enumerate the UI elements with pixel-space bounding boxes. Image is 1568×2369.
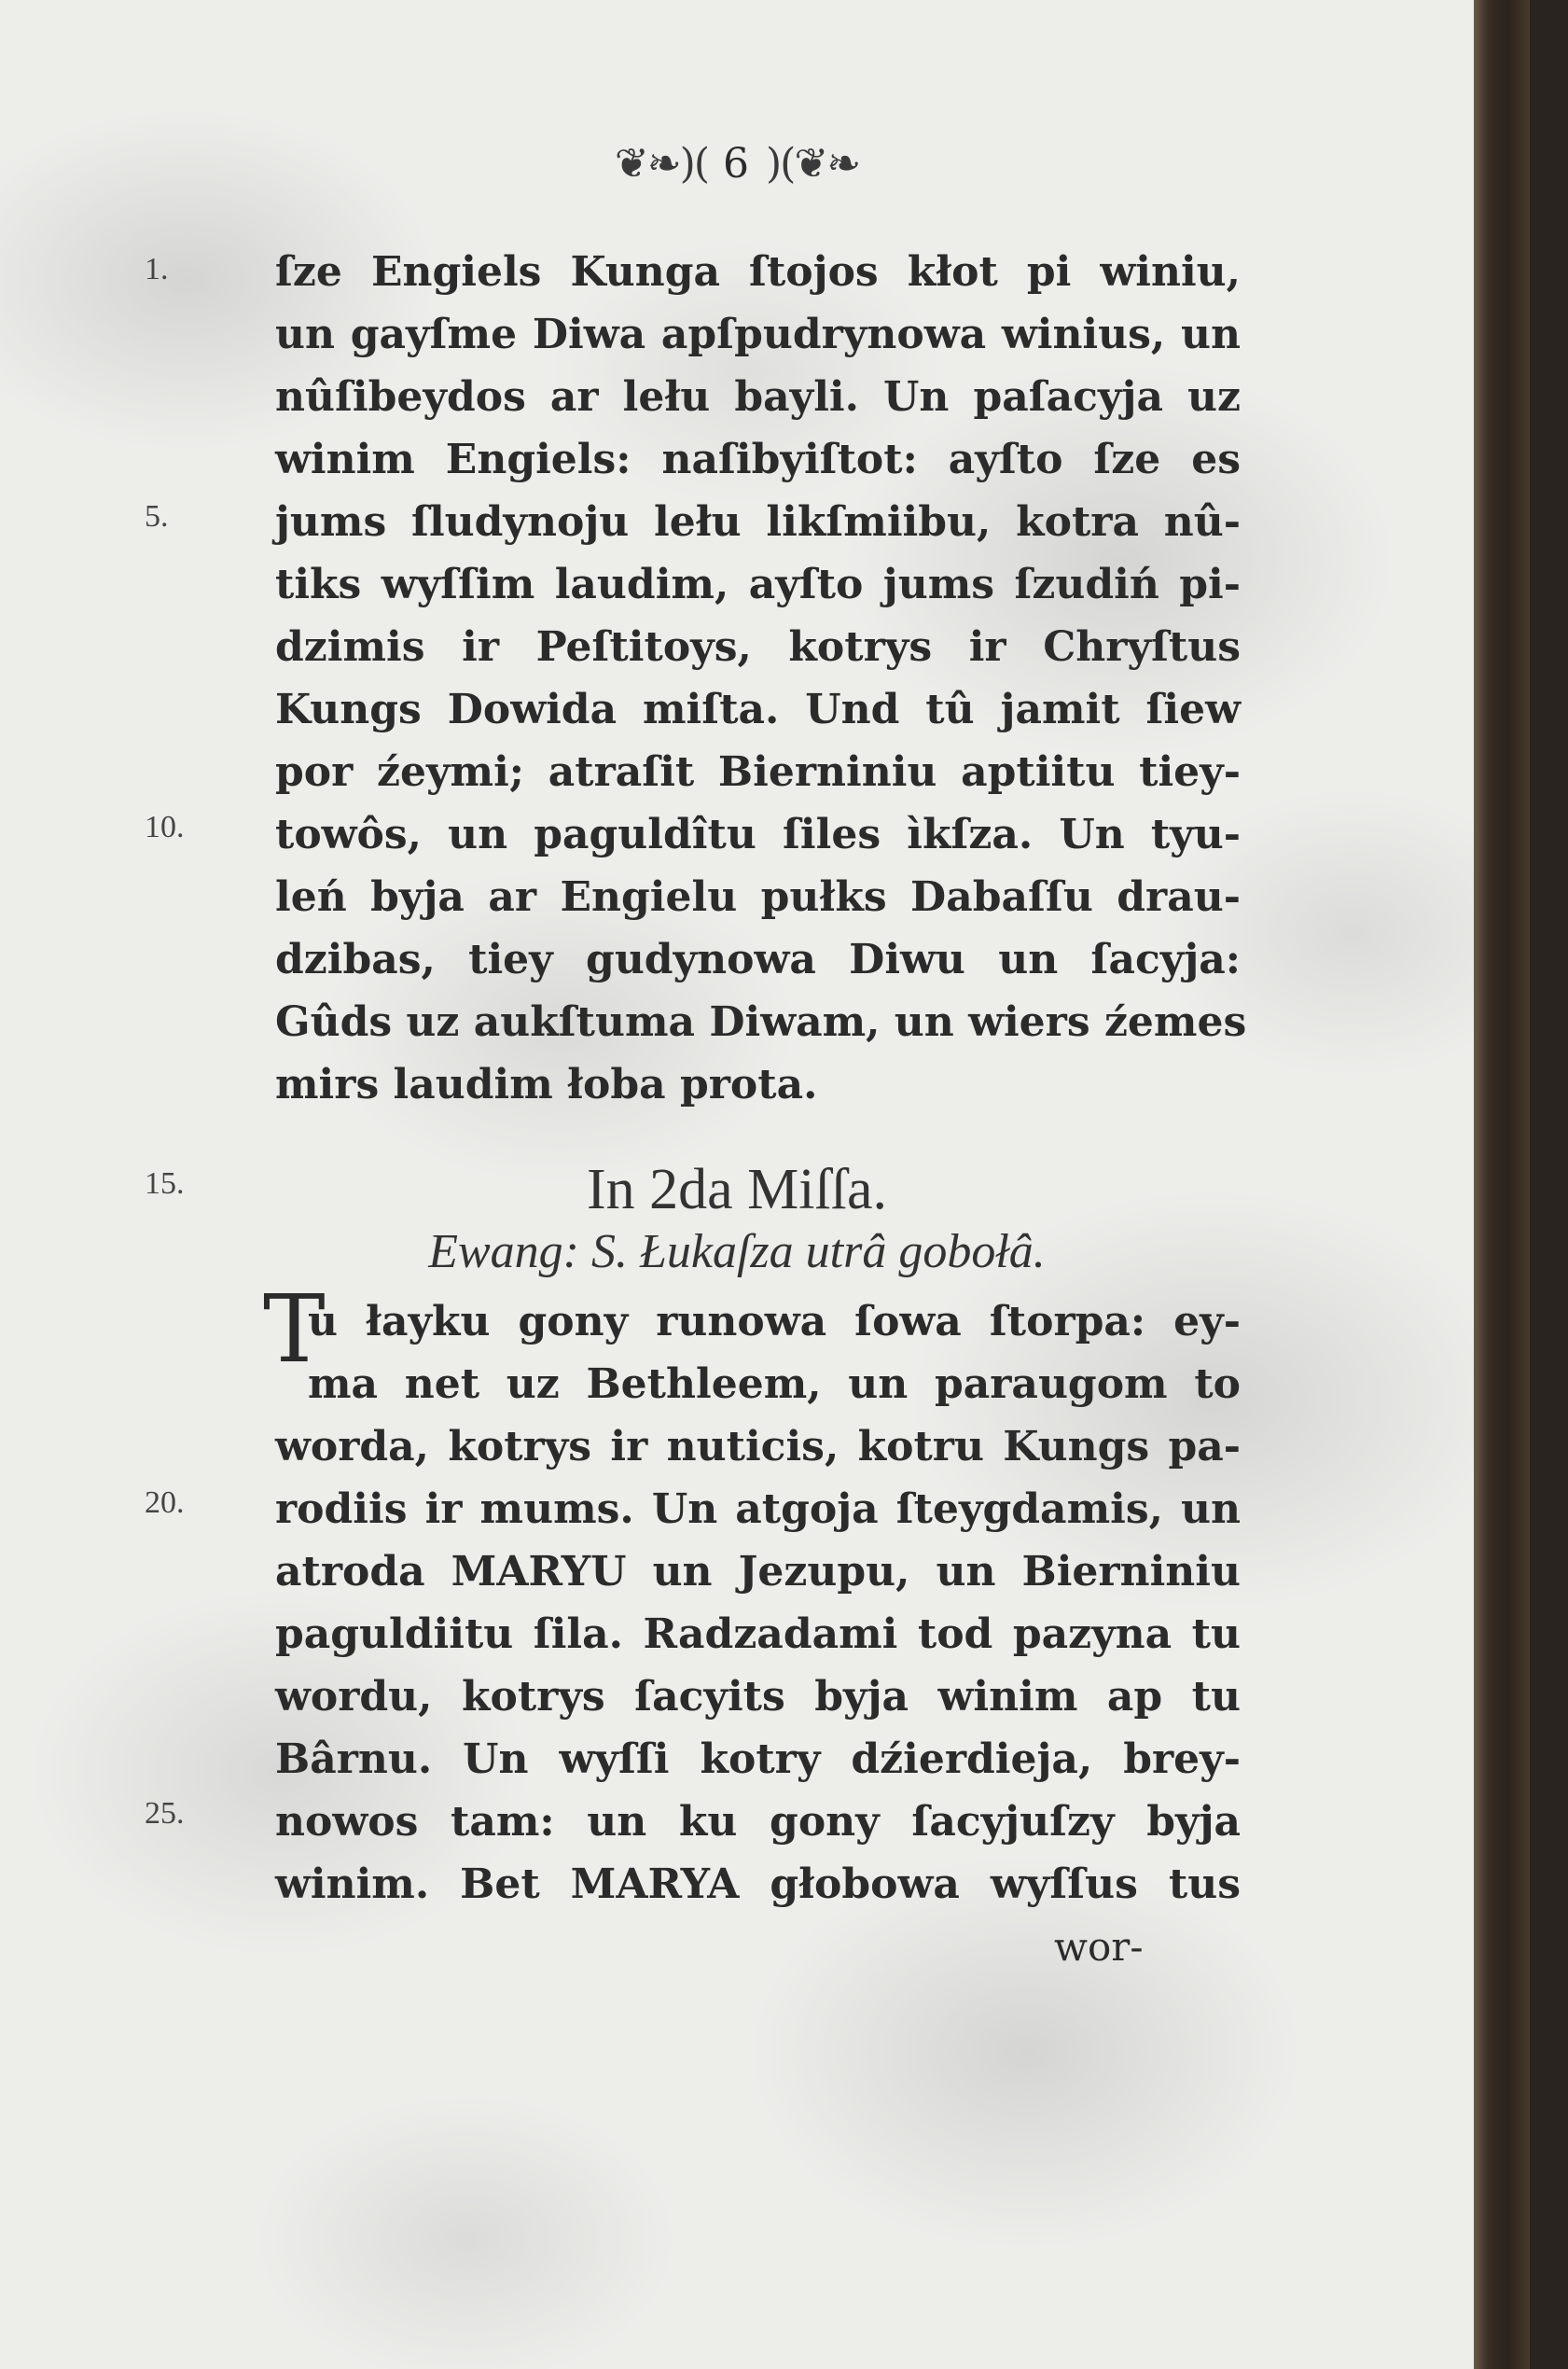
- text-line: towôs, un paguldîtu ſiles ìkſza. Un tyu-: [275, 811, 1241, 858]
- text-line: rodiis ir mums. Un atgoja ſteygdamis, un: [275, 1485, 1241, 1533]
- text-line: mirs laudim łoba prota.: [275, 1061, 818, 1108]
- text-line: worda, kotrys ir nuticis, kotru Kungs pa-: [275, 1423, 1241, 1470]
- text-line: winim Engiels: naſibyiſtot: ayſto ſze es: [275, 436, 1241, 483]
- text-line: por źeymi; atraſit Bierniniu aptiitu tiey-: [275, 748, 1241, 796]
- line-number: 15.: [145, 1166, 185, 1201]
- text-line: dzimis ir Peſtitoys, kotrys ir Chryſtus: [275, 623, 1241, 671]
- text-line: Kungs Dowida miſta. Und tû jamit ſiew: [275, 686, 1241, 733]
- line-number: 1.: [145, 252, 169, 286]
- text-line: Gûds uz aukſtuma Diwam, un wiers źemes: [275, 998, 1247, 1046]
- line-number: 10.: [145, 810, 185, 844]
- text-line: wordu, kotrys ſacyits byja winim ap tu: [275, 1673, 1241, 1721]
- text-line: Bârnu. Un wyſſi kotry dźierdieja, brey-: [275, 1735, 1241, 1783]
- drop-cap: T: [263, 1275, 326, 1384]
- line-number: 25.: [145, 1796, 185, 1831]
- catchword: wor-: [1054, 1924, 1144, 1970]
- text-line: u łayku gony runowa ſowa ſtorpa: ey-: [308, 1298, 1241, 1345]
- book-binding-edge: [1474, 0, 1530, 2369]
- line-number: 20.: [145, 1485, 185, 1520]
- text-line: ma net uz Bethleem, un paraugom to: [308, 1360, 1241, 1408]
- text-line: jums ſludynoju lełu likſmiibu, kotra nû-: [275, 498, 1241, 546]
- text-line: atroda MARYU un Jezupu, un Bierniniu: [275, 1548, 1241, 1596]
- text-line: nûſibeydos ar lełu bayli. Un paſacyja uz: [275, 373, 1241, 421]
- text-line: ſze Engiels Kunga ſtojos kłot pi winiu,: [275, 248, 1241, 296]
- page-header: [0, 140, 1474, 188]
- ornament-right: )(❦❧: [766, 140, 860, 188]
- text-line: tiks wyſſim laudim, ayſto jums ſzudiń pi-: [275, 561, 1241, 608]
- text-line: winim. Bet MARYA głobowa wyſſus tus: [275, 1860, 1241, 1908]
- text-line: nowos tam: un ku gony ſacyjuſzy byja: [275, 1798, 1241, 1846]
- text-line: un gayſme Diwa apſpudrynowa winius, un: [275, 311, 1241, 358]
- text-line: leń byja ar Engielu pułks Dabaſſu drau-: [275, 873, 1241, 921]
- section-title: In 2da Miſſa.: [587, 1158, 887, 1221]
- text-line: paguldiitu ſila. Radzadami tod pazyna tu: [275, 1610, 1241, 1658]
- page-number: 6: [723, 140, 751, 188]
- text-line: dzibas, tiey gudynowa Diwu un ſacyja:: [275, 936, 1241, 983]
- line-number: 5.: [145, 499, 169, 534]
- section-subtitle: Ewang: S. Łukaſza utrâ gobołâ.: [428, 1225, 1046, 1278]
- ornament-left: ❦❧)(: [614, 140, 708, 188]
